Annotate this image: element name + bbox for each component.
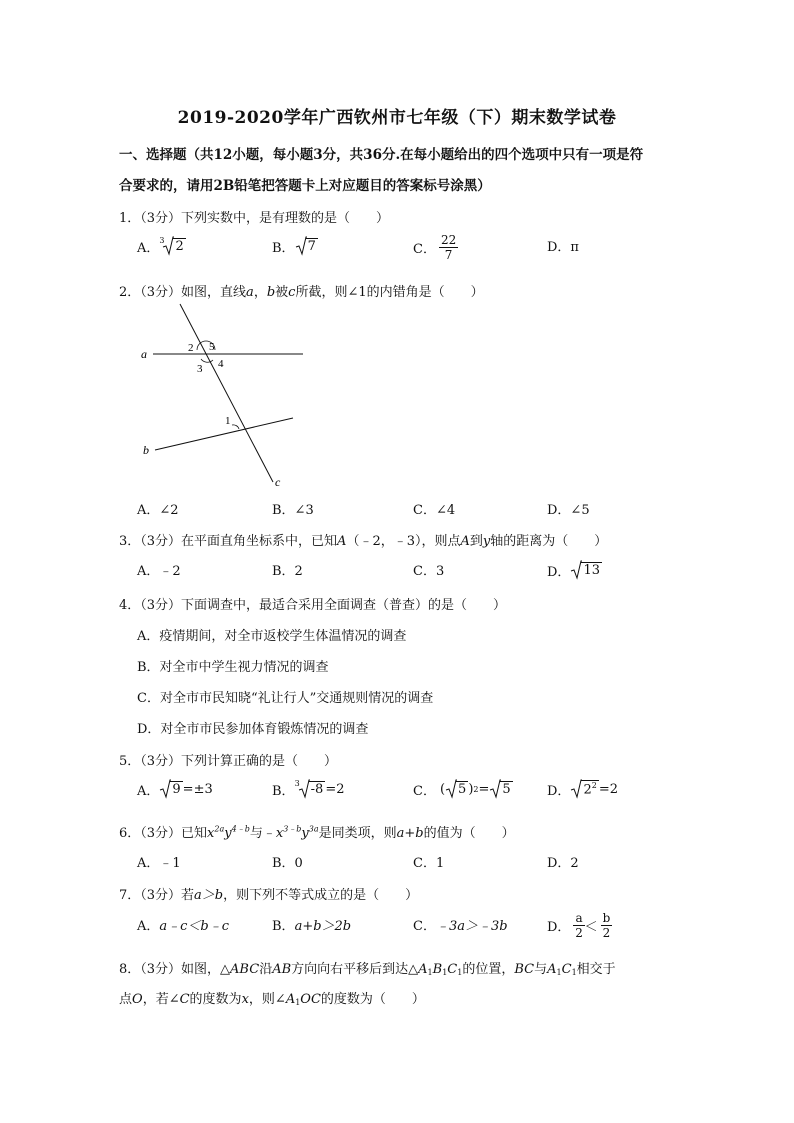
- option-b: [272, 779, 345, 799]
- option-label: C．: [413, 783, 436, 799]
- exponent: 3a: [308, 824, 319, 834]
- stem-text: 轴的距离为（ ）: [490, 534, 608, 549]
- radicand: 9: [172, 782, 181, 797]
- option-label: C．: [413, 242, 436, 257]
- stem-text: 沿: [259, 962, 273, 977]
- option-label: D．: [547, 564, 571, 580]
- option-a: [137, 236, 186, 256]
- radicand: [581, 780, 598, 797]
- var-a: a: [246, 285, 254, 300]
- stem-text: 所截，则∠1的内错角是（ ）: [295, 285, 484, 300]
- radicand: -8: [310, 782, 324, 797]
- question-2-stem: [119, 281, 679, 300]
- square-root: [295, 236, 318, 256]
- subscript: 1: [556, 968, 562, 977]
- stem-text: 的度数为: [189, 992, 242, 1007]
- stem-text: 点: [119, 992, 133, 1007]
- option-a: A．∠2: [137, 503, 179, 518]
- angle-oc: OC: [300, 992, 321, 1007]
- stem-text: 6．（3分）已知: [119, 826, 208, 841]
- subscript: 1: [571, 968, 577, 977]
- radicand: 2: [175, 239, 184, 254]
- paren-open: (: [439, 781, 446, 797]
- option-a: [137, 915, 229, 934]
- stem-text: 2．（3分）如图，直线: [119, 285, 247, 300]
- option-label: A．: [137, 919, 160, 934]
- option-c: [413, 779, 513, 799]
- section-instructions-line2: 合要求的，请用2B铅笔把答题卡上对应题目的答案标号涂黑）: [119, 178, 491, 194]
- option-b: B．∠3: [272, 503, 314, 518]
- label-3: 3: [197, 363, 203, 375]
- subscript: 1: [427, 968, 433, 977]
- point-b1: B: [432, 962, 443, 977]
- option-label: D．: [547, 920, 571, 935]
- segment-ab: AB: [272, 962, 292, 977]
- root-index: 3: [159, 235, 165, 245]
- label-a: a: [141, 347, 147, 361]
- option-d: [547, 560, 602, 580]
- option-b: B．2: [272, 564, 303, 579]
- radicand: 7: [307, 239, 316, 254]
- option-b: B．0: [272, 856, 303, 871]
- point-a: A: [460, 534, 470, 549]
- square-root: [445, 779, 468, 799]
- equals: =: [478, 781, 490, 797]
- point-o: O: [132, 992, 143, 1007]
- paren-close: ): [468, 781, 474, 797]
- point-a1: A: [418, 962, 428, 977]
- condition: a＞b: [194, 888, 224, 903]
- option-d: [547, 911, 612, 940]
- question-1-stem: 1．（3分）下列实数中，是有理数的是（ ）: [119, 211, 390, 226]
- axis-y: y: [482, 534, 491, 549]
- fraction: [439, 233, 458, 262]
- exponent: 3﹣b: [283, 824, 302, 834]
- numerator: 22: [440, 233, 457, 247]
- stem-text: 7．（3分）若: [119, 888, 195, 903]
- stem-text: ，则下列不等式成立的是（ ）: [223, 888, 419, 903]
- stem-text: 相交于: [576, 962, 616, 977]
- expr-rest: =2: [325, 781, 345, 797]
- option-a: [137, 779, 213, 799]
- question-7-options: [137, 911, 697, 945]
- question-3-stem: [119, 530, 679, 549]
- question-8-stem-line1: [119, 958, 679, 977]
- radicand: 5: [502, 782, 511, 797]
- expr: ﹣3a＞﹣3b: [435, 919, 508, 934]
- question-1-options: [137, 233, 697, 266]
- stem-text: 到: [469, 534, 483, 549]
- coord: （﹣2，﹣3）: [346, 534, 422, 549]
- point-c1: C: [561, 962, 572, 977]
- stem-text: 3．（3分）在平面直角坐标系中，已知: [119, 534, 338, 549]
- option-label: A．: [137, 783, 160, 799]
- question-3-options: [137, 560, 697, 590]
- root-index: 3: [294, 778, 300, 788]
- var-y: y: [224, 826, 232, 841]
- expr: a+b＞2b: [294, 919, 352, 934]
- stem-text: 是同类项，则: [318, 826, 397, 841]
- option-d: D．∠5: [547, 503, 590, 518]
- label-5: 5: [209, 341, 215, 353]
- stem-text: 与﹣: [249, 826, 276, 841]
- question-2-figure: [135, 302, 315, 492]
- question-2-options: [137, 499, 697, 529]
- option-c: C．3: [413, 564, 445, 579]
- numerator: a: [575, 911, 583, 925]
- expr-rest: =2: [598, 781, 618, 797]
- option-label: A．: [137, 240, 160, 256]
- stem-text: 与: [534, 962, 548, 977]
- stem-text: 被: [275, 285, 289, 300]
- stem-text: 8．（3分）如图，△: [119, 962, 231, 977]
- option-label: D．: [547, 783, 571, 799]
- question-8-stem-line2: [119, 988, 679, 1007]
- question-6-options: [137, 852, 697, 882]
- point-a1: A: [547, 962, 557, 977]
- base: 2: [583, 782, 592, 798]
- var-x: x: [207, 826, 215, 841]
- point-c: C: [179, 992, 190, 1007]
- expr-ab: a+b: [396, 826, 424, 841]
- option-label: B．: [272, 240, 295, 256]
- option-d: D．2: [547, 856, 579, 871]
- question-4-option-d: D．对全市市民参加体育锻炼情况的调查: [137, 722, 369, 737]
- option-d: [547, 779, 618, 799]
- option-label: B．: [272, 783, 295, 799]
- option-b: [272, 915, 351, 934]
- denominator: 2: [575, 926, 583, 940]
- question-4-option-a: A．疫情期间，对全市返校学生体温情况的调查: [137, 629, 407, 644]
- segment-bc: BC: [514, 962, 535, 977]
- line-c: [180, 304, 273, 482]
- question-5-stem: 5．（3分）下列计算正确的是（ ）: [119, 754, 338, 769]
- var-x: x: [241, 992, 249, 1007]
- option-b: [272, 236, 318, 256]
- point-a: A: [337, 534, 347, 549]
- option-label: B．: [272, 919, 295, 934]
- option-c: [413, 233, 458, 262]
- stem-text: ，若∠: [142, 992, 180, 1007]
- radicand: 5: [458, 782, 467, 797]
- subscript: 1: [457, 968, 463, 977]
- line-b: [155, 418, 293, 450]
- var-y: y: [301, 826, 309, 841]
- denominator: 2: [602, 926, 611, 940]
- page-title: 2019-2020学年广西钦州市七年级（下）期末数学试卷: [177, 108, 617, 128]
- subscript: 1: [295, 998, 301, 1007]
- label-4: 4: [218, 358, 224, 370]
- option-c: C．∠4: [413, 503, 456, 518]
- stem-text: 的值为（ ）: [423, 826, 515, 841]
- stem-text: ，: [253, 285, 267, 300]
- point-c1: C: [447, 962, 458, 977]
- radicand: 13: [583, 563, 600, 578]
- triangle-abc: ABC: [230, 962, 260, 977]
- label-2: 2: [188, 342, 194, 354]
- question-7-stem: [119, 884, 679, 903]
- option-c: [413, 915, 508, 934]
- cube-root: [295, 779, 326, 799]
- exponent: 2a: [214, 824, 225, 834]
- square-root: [159, 779, 182, 799]
- question-4-option-c: C．对全市市民知晓“礼让行人”交通规则情况的调查: [137, 691, 434, 706]
- label-c: c: [275, 475, 281, 489]
- denominator: 7: [444, 248, 453, 262]
- option-d: D．π: [547, 240, 579, 255]
- angle-arc-1: [232, 425, 239, 429]
- option-a: A．﹣2: [137, 564, 181, 579]
- var-b: b: [266, 285, 276, 300]
- cube-root: [159, 236, 185, 256]
- fraction: [573, 911, 584, 940]
- section-instructions-line1: 一、选择题（共12小题，每小题3分，共36分.在每小题给出的四个选项中只有一项是符: [119, 147, 644, 163]
- point-a1: A: [285, 992, 296, 1007]
- question-4-stem: 4．（3分）下面调查中，最适合采用全面调查（普查）的是（ ）: [119, 598, 507, 613]
- numerator: b: [602, 911, 611, 925]
- square-root: [570, 560, 602, 580]
- option-c: C．1: [413, 856, 445, 871]
- var-x: x: [275, 826, 284, 841]
- option-a: A．﹣1: [137, 856, 181, 871]
- subscript: 1: [442, 968, 448, 977]
- fraction: [601, 911, 613, 940]
- var-c: c: [288, 285, 296, 300]
- label-1: 1: [225, 415, 231, 427]
- stem-text: 的度数为（ ）: [320, 992, 425, 1007]
- angle-arc-bottom: [201, 359, 213, 362]
- exponent: 2: [591, 781, 597, 791]
- stem-text: ，则∠: [248, 992, 286, 1007]
- option-label: C．: [413, 919, 436, 934]
- stem-text: 方向向右平移后到达△: [291, 962, 419, 977]
- expr: a﹣c＜b﹣c: [159, 919, 230, 934]
- label-b: b: [143, 443, 149, 457]
- exponent: 4﹣b: [231, 824, 250, 834]
- question-5-options: [137, 779, 697, 809]
- question-6-stem: [119, 822, 679, 841]
- square-root: [489, 779, 512, 799]
- stem-text: 的位置，: [462, 962, 515, 977]
- square-root: [570, 779, 598, 799]
- stem-text: ，则点: [421, 534, 461, 549]
- exponent: 2: [473, 784, 479, 794]
- question-4-option-b: B．对全市中学生视力情况的调查: [137, 660, 329, 675]
- expr-rest: =±3: [182, 781, 213, 797]
- less-than: ＜: [584, 920, 598, 935]
